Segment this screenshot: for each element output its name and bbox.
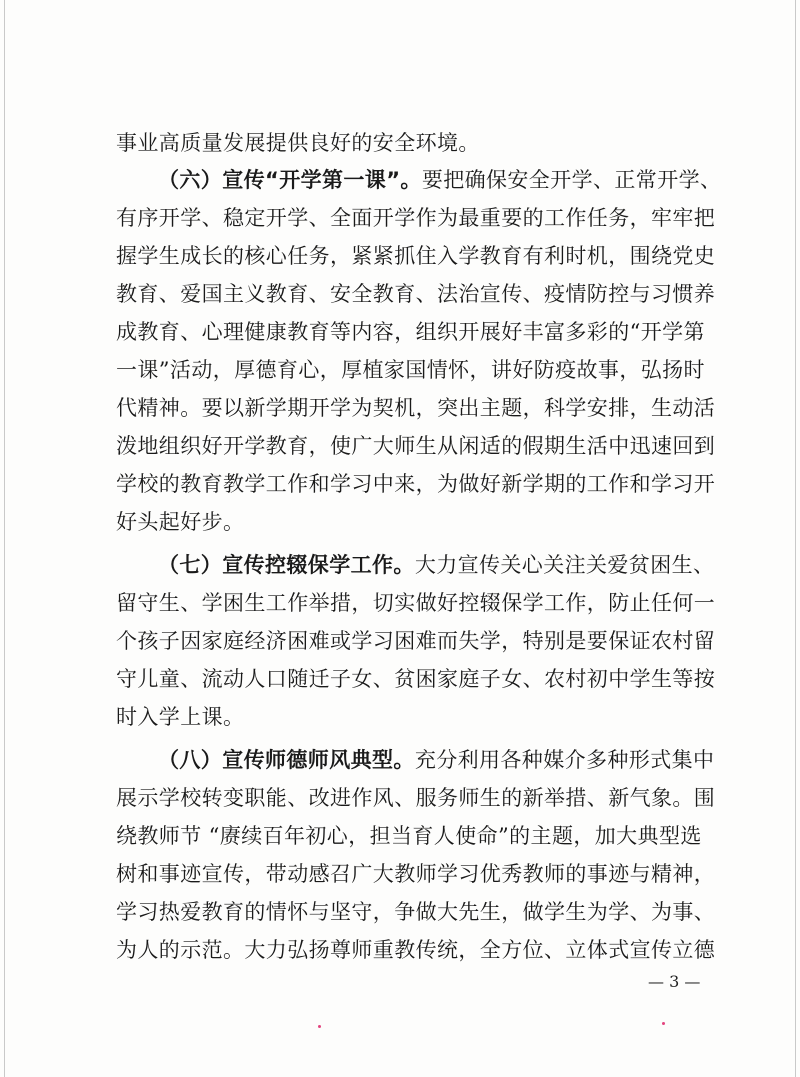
body-line — [116, 507, 244, 537]
line-text: 好头起好步。 — [116, 510, 245, 534]
line-text: 充分利用各种媒介多种形式集中 — [414, 748, 715, 772]
body-line — [116, 317, 705, 347]
line-text: 为人的示范。大力弘扬尊师重教传统，全方位、立体式宣传立德 — [116, 938, 716, 962]
line-text: 要把确保安全开学、正常开学、 — [421, 168, 722, 192]
section-heading: （六）宣传“开学第一课”。 — [158, 168, 422, 192]
line-text: 树和事迹宣传，带动感召广大教师学习优秀教师的事迹与精神， — [116, 862, 716, 886]
body-line — [116, 935, 715, 965]
line-text: 守儿童、流动人口随迁子女、贫困家庭子女、农村初中学生等按 — [116, 667, 716, 691]
line-text: 时入学上课。 — [116, 705, 245, 729]
body-line — [116, 241, 715, 271]
line-text: 展示学校转变职能、改进作风、服务师生的新举措、新气象。围 — [116, 786, 716, 810]
line-text: 泼地组织好开学教育，使广大师生从闲适的假期生活中迅速回到 — [116, 434, 716, 458]
line-text: 握学生成长的核心任务，紧紧抓住入学教育有利时机，围绕党史 — [116, 244, 716, 268]
page-number: — 3 — — [648, 972, 701, 991]
body-line — [116, 664, 715, 694]
section-heading: （八）宣传师德师风典型。 — [158, 748, 415, 772]
section-heading-line — [158, 550, 714, 580]
section-heading-line — [158, 745, 714, 775]
body-line — [116, 128, 480, 158]
line-text: 教育、爱国主义教育、安全教育、法治宣传、疫情防控与习惯养 — [116, 282, 716, 306]
line-text: 代精神。要以新学期开学为契机，突出主题，科学安排，生动活 — [116, 396, 716, 420]
line-text: 一课”活动，厚德育心，厚植家国情怀，讲好防疫故事，弘扬时 — [116, 358, 705, 382]
body-line — [116, 469, 715, 499]
line-text: 个孩子因家庭经济困难或学习困难而失学，特别是要保证农村留 — [116, 629, 716, 653]
line-text: 成教育、心理健康教育等内容，组织开展好丰富多彩的“开学第 — [116, 320, 705, 344]
body-line — [116, 702, 244, 732]
body-line — [116, 859, 715, 889]
scan-speck — [318, 1025, 321, 1028]
body-line — [116, 821, 702, 851]
body-line — [116, 588, 715, 618]
section-heading: （七）宣传控辍保学工作。 — [158, 553, 415, 577]
body-line — [116, 279, 715, 309]
line-text: 留守生、学困生工作举措，切实做好控辍保学工作，防止任何一 — [116, 591, 716, 615]
section-heading-line — [158, 165, 721, 195]
body-line — [116, 897, 715, 927]
line-text: 学习热爱教育的情怀与坚守，争做大先生，做学生为学、为事、 — [116, 900, 716, 924]
body-line — [116, 393, 715, 423]
body-line — [116, 626, 715, 656]
body-line — [116, 431, 715, 461]
body-line — [116, 355, 705, 385]
scan-speck — [662, 1022, 665, 1025]
scan-edge-right — [795, 0, 796, 1077]
line-text: 绕教师节 “赓续百年初心，担当育人使命”的主题，加大典型选 — [116, 824, 702, 848]
scan-edge-left — [4, 0, 5, 1077]
body-line — [116, 783, 715, 813]
line-text: 事业高质量发展提供良好的安全环境。 — [116, 131, 480, 155]
line-text: 学校的教育教学工作和学习中来，为做好新学期的工作和学习开 — [116, 472, 716, 496]
line-text: 大力宣传关心关注关爱贫困生、 — [414, 553, 715, 577]
line-text: 有序开学、稳定开学、全面开学作为最重要的工作任务，牢牢把 — [116, 206, 716, 230]
body-line — [116, 203, 715, 233]
